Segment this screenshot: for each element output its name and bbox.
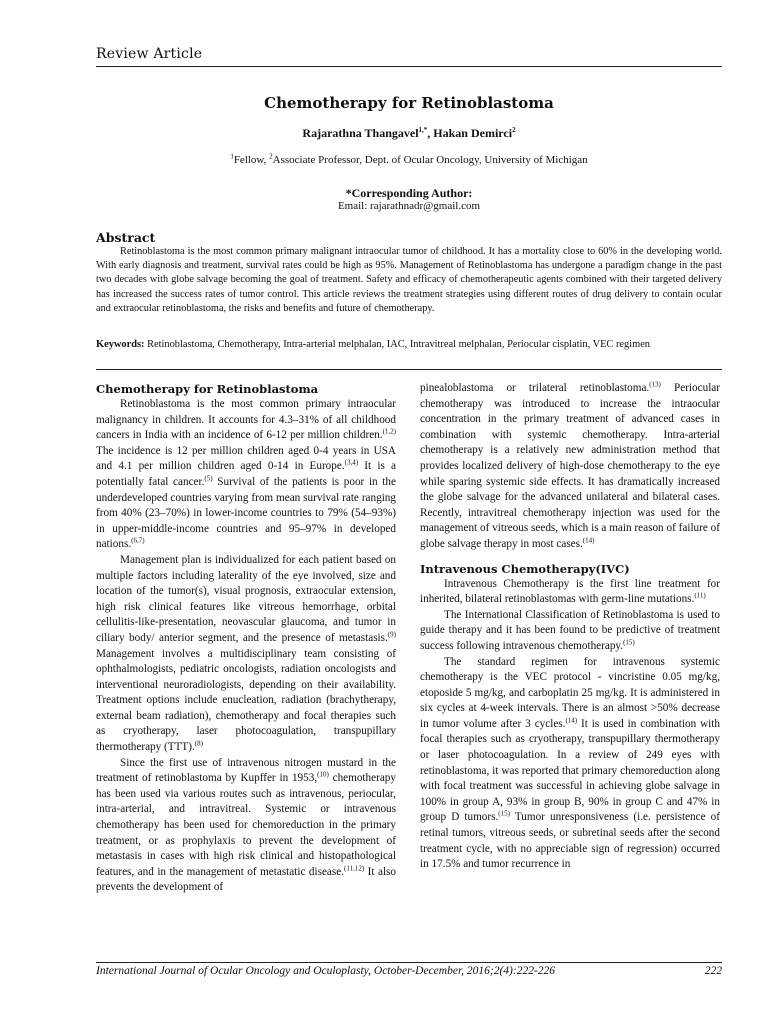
abstract-heading: Abstract (96, 230, 156, 245)
article-type: Review Article (96, 46, 203, 62)
citation[interactable]: (3,4) (344, 458, 359, 467)
keywords (96, 338, 722, 352)
author-1-sup: 1,* (418, 126, 428, 134)
paragraph: Retinoblastoma is the most common primary intraocular malignancy in children. It accounts for 4.3–31% of all childhood cancers in India with an incidence of 6-12 per million children.$^{(1,2)}$ The incidence is 12 per million children aged 0-4 years in USA and 4.1 per million children aged 0-14 in Europe.$^{(3,4)}$ It is a potentially fatal cancer.$^{(5)}$ Survival of the patients is poor in the underdeveloped countries varying from mean survival rate ranging from 40% (23–70%) in lower-income countries to 79% (54–93%) in upper-middle-income countries and 95–97% in developed nations.$^{(6,7)}$ (96, 398, 396, 551)
keywords-label: Keywords: (96, 339, 145, 350)
affil-sup-2: 2 (269, 152, 273, 161)
paragraph: The standard regimen for intravenous systemic chemotherapy is the VEC protocol - vincristine 0.05 mg/kg, etoposide 5 mg/kg, and carboplatin 25 mg/kg. It is administered in six cycles at 4-week intervals. There is an almost >50% decrease in tumor volume after 3 cycles.$^{(14)}$ It is used in combination with focal therapies such as cryotherapy, transpupillary thermotherapy or laser photocoagulation. In a review of 249 eyes with retinoblastoma, it was reported that primary chemoreduction along with focal treatment was successful in achieving globe salvage in 100% in group A, 93% in group B, 90% in group C and 47% in group D tumors.$^{(15)}$ Tumor unresponsiveness (i.e. persistence of retinal tumors, vitreous seeds, or subretinal seeds after the second treatment cycle, with no appreciable sign of regression) occurred in 17.5% and tumor recurrence in (420, 655, 720, 871)
left-column (96, 381, 396, 896)
footer-rule (96, 962, 722, 963)
page-number: 222 (704, 965, 722, 977)
paragraph: Since the first use of intravenous nitrogen mustard in the treatment of retinoblastoma by Kupffer in 1953,$^{(10)}$ chemotherapy has been used via various routes such as intravenous, periocular, intra-arterial, and intravitreal. Systemic or intravenous chemotherapy has been used for chemoreduction in the primary treatment, or as prophylaxis to prevent the development of metastasis in cases with high risk clinical and histopathological features, and in the management of metastatic disease.$^{(11,12)}$ It also prevents the development of (96, 756, 397, 894)
affil-text-2: Associate Professor, Dept. of Ocular Oncology, University of Michigan (272, 154, 588, 166)
section-heading-ivc: Intravenous Chemotherapy(IVC) (420, 561, 630, 576)
paragraph: Intravenous Chemotherapy is the first line treatment for inherited, bilateral retinoblastomas with germ-line mutations.$^{(11)}$ (420, 577, 720, 606)
citation[interactable]: (15) (623, 638, 635, 647)
citation[interactable]: (13) (649, 380, 661, 389)
affiliation (96, 154, 722, 166)
section-heading-chemo: Chemotherapy for Retinoblastoma (96, 382, 319, 396)
header-rule (96, 66, 722, 67)
citation[interactable]: (15) (498, 809, 510, 818)
citation[interactable]: (14) (565, 716, 578, 725)
article-title: Chemotherapy for Retinoblastoma (264, 94, 554, 112)
corresponding-author-label: *Corresponding Author: (345, 186, 473, 200)
citation[interactable]: (10) (317, 770, 329, 779)
citation[interactable]: (14) (582, 536, 595, 545)
right-column (420, 381, 720, 873)
affil-sup-1: 1 (230, 152, 234, 161)
author-2[interactable]: Hakan Demirci (433, 126, 513, 140)
citation[interactable]: (11) (694, 591, 706, 600)
footer (96, 965, 722, 977)
citation[interactable]: (1,2) (382, 427, 396, 436)
corresponding-email[interactable]: Email: rajarathnadr@gmail.com (337, 200, 481, 212)
author-sep: , (427, 126, 434, 140)
citation[interactable]: (5) (204, 474, 213, 483)
affil-text-1: Fellow, (233, 154, 270, 166)
paragraph: The International Classification of Retinoblastoma is used to guide therapy and it has been found to be predictive of treatment success following intravenous chemotherapy.$^{(15)}$ (420, 608, 720, 652)
keywords-rule (96, 369, 722, 370)
abstract-text: Retinoblastoma is the most common primary malignant intraocular tumor of childhood. It has a mortality close to 60% in the developing world. With early diagnosis and treatment, survival rates could be high as 95%. Management of Retinoblastoma has undergone a paradigm change in the past two decades with globe salvage becoming the goal of treatment. Safety and efficacy of chemotherapeutic agents combined with their targeted delivery has increased the success rates of tumor control. This article reviews the treatment strategies using different routes of drug delivery to contain ocular and extraocular retinoblastoma, the risks and benefits and future of chemotherapy. (96, 246, 722, 314)
paragraph: Management plan is individualized for each patient based on multiple factors including laterality of the eye involved, size and location of the tumor(s), visual prognosis, extraocular extension, high risk clinical features like vitreous hemorrhage, orbital cellulitis-like-presentation, neovascular glaucoma, and tumor in ciliary body/ anterior segment, and the presence of metastasis.$^{(9)}$ Management involves a multidisciplinary team consisting of ophthalmologists, pediatric oncologists, radiation oncologists and interventional neuroradiologists, depending on their availability. Treatment options include enucleation, radiation (brachytherapy, external beam radiation), chemotherapy and focal therapies such as cryotherapy, laser photocoagulation, transpupillary thermotherapy (TTT).$^{(8)}$ (96, 553, 396, 754)
authors (96, 126, 722, 141)
keywords-text: Retinoblastoma, Chemotherapy, Intra-arterial melphalan, IAC, Intravitreal melphalan, Periocular cisplatin, VEC regimen (144, 339, 650, 350)
paragraph: pinealoblastoma or trilateral retinoblastoma.$^{(13)}$ Periocular chemotherapy was introduced to increase the intraocular concentration in the primary treatment of advanced cases in combination with systemic chemotherapy. Intra-arterial chemotherapy is a relatively new administration method that provides localized delivery of high-dose chemotherapy to the eye while sparing systemic side effects. It has dramatically increased the globe salvage for the advanced unilateral and bilateral cases. Recently, intravitreal chemotherapy injection was used for the management of vitreous seeds, which is a main reason of failure of globe salvage therapy in most cases.$^{(14)}$ (420, 380, 720, 550)
author-1[interactable]: Rajarathna Thangavel (302, 126, 419, 140)
citation[interactable]: (9) (387, 630, 396, 639)
citation[interactable]: (11,12) (344, 864, 365, 873)
author-2-sup: 2 (512, 126, 516, 134)
citation[interactable]: (6,7) (131, 536, 145, 545)
footer-journal: International Journal of Ocular Oncology and Oculoplasty, October-December, 2016;2(4):222-226 (96, 965, 556, 977)
citation[interactable]: (8) (194, 739, 203, 748)
